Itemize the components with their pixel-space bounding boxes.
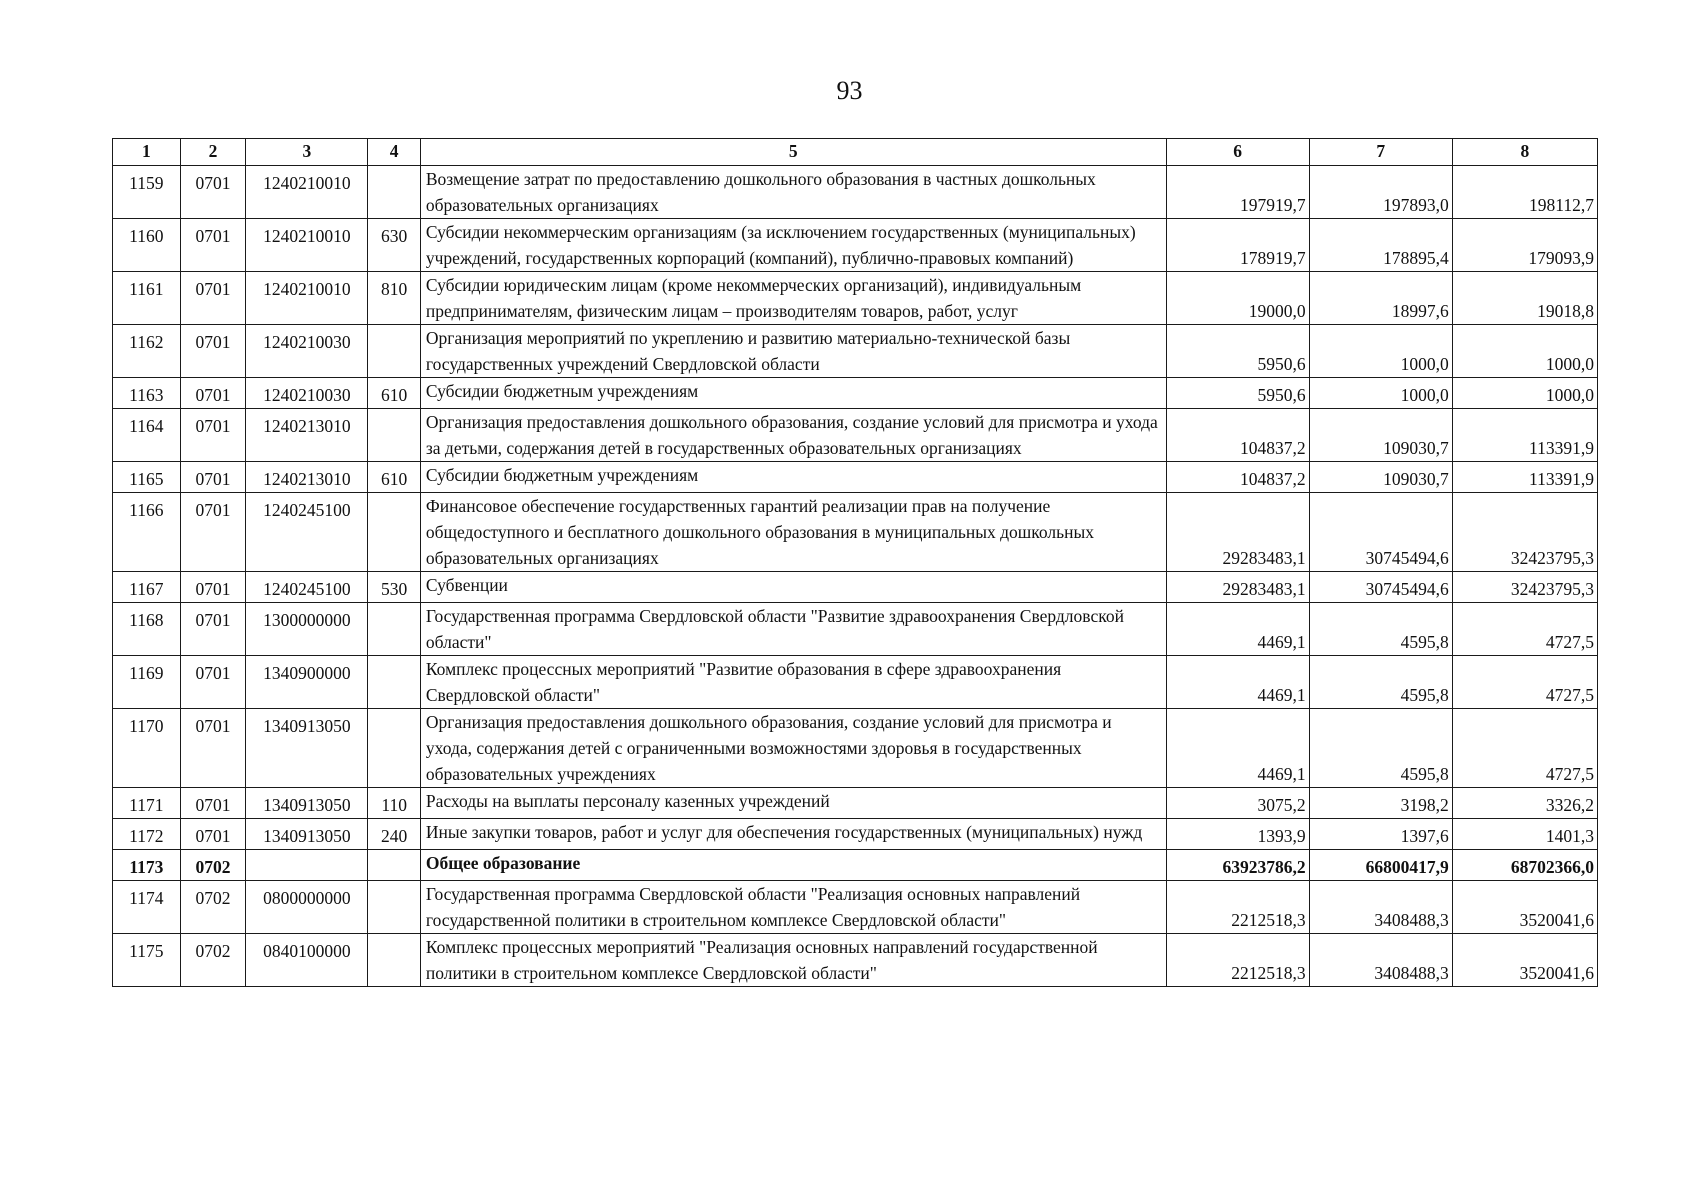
header-cell: 3 xyxy=(246,139,368,166)
section-code: 0701 xyxy=(180,378,246,409)
target-article-code: 1240213010 xyxy=(246,462,368,493)
amount-col-7: 30745494,6 xyxy=(1309,572,1452,603)
section-code: 0701 xyxy=(180,709,246,788)
target-article-code: 1240210010 xyxy=(246,219,368,272)
amount-col-7: 30745494,6 xyxy=(1309,493,1452,572)
target-article-code: 1240210030 xyxy=(246,378,368,409)
item-name: Иные закупки товаров, работ и услуг для обеспечения государственных (муниципальных) нужд xyxy=(420,819,1166,850)
row-number: 1166 xyxy=(113,493,181,572)
table-row xyxy=(113,219,1598,272)
target-article-code xyxy=(246,850,368,881)
amount-col-6: 63923786,2 xyxy=(1166,850,1309,881)
expense-type-code xyxy=(368,881,420,934)
table-row xyxy=(113,934,1598,987)
amount-col-8: 1401,3 xyxy=(1452,819,1597,850)
table-row xyxy=(113,881,1598,934)
section-code: 0702 xyxy=(180,934,246,987)
target-article-code: 1340900000 xyxy=(246,656,368,709)
table-body xyxy=(113,166,1598,987)
header-cell: 2 xyxy=(180,139,246,166)
amount-col-6: 104837,2 xyxy=(1166,409,1309,462)
item-name: Организация предоставления дошкольного образования, создание условий для присмотра и ухода за детьми, содержания детей в государственных образовательных организациях xyxy=(420,409,1166,462)
target-article-code: 0800000000 xyxy=(246,881,368,934)
amount-col-8: 32423795,3 xyxy=(1452,572,1597,603)
header-cell: 5 xyxy=(420,139,1166,166)
amount-col-7: 1397,6 xyxy=(1309,819,1452,850)
amount-col-8: 32423795,3 xyxy=(1452,493,1597,572)
table-row xyxy=(113,709,1598,788)
row-number: 1171 xyxy=(113,788,181,819)
amount-col-8: 19018,8 xyxy=(1452,272,1597,325)
row-number: 1160 xyxy=(113,219,181,272)
expense-type-code xyxy=(368,603,420,656)
table-row xyxy=(113,272,1598,325)
amount-col-8: 3520041,6 xyxy=(1452,934,1597,987)
section-code: 0701 xyxy=(180,462,246,493)
row-number: 1168 xyxy=(113,603,181,656)
expense-type-code xyxy=(368,409,420,462)
row-number: 1164 xyxy=(113,409,181,462)
row-number: 1174 xyxy=(113,881,181,934)
page-number: 93 xyxy=(836,76,863,105)
expense-type-code xyxy=(368,934,420,987)
expense-type-code: 810 xyxy=(368,272,420,325)
header-cell: 4 xyxy=(368,139,420,166)
table-row xyxy=(113,656,1598,709)
table-row xyxy=(113,819,1598,850)
section-code: 0701 xyxy=(180,325,246,378)
target-article-code: 1240210010 xyxy=(246,166,368,219)
amount-col-6: 197919,7 xyxy=(1166,166,1309,219)
amount-col-8: 68702366,0 xyxy=(1452,850,1597,881)
expense-type-code: 610 xyxy=(368,462,420,493)
section-code: 0701 xyxy=(180,819,246,850)
table-row xyxy=(113,850,1598,881)
expense-type-code xyxy=(368,493,420,572)
item-name: Субсидии некоммерческим организациям (за исключением государственных (муниципальных) учреждений, государственных корпораций (компаний), публично-правовых компаний) xyxy=(420,219,1166,272)
amount-col-7: 66800417,9 xyxy=(1309,850,1452,881)
amount-col-7: 109030,7 xyxy=(1309,409,1452,462)
amount-col-6: 4469,1 xyxy=(1166,603,1309,656)
amount-col-8: 1000,0 xyxy=(1452,325,1597,378)
row-number: 1169 xyxy=(113,656,181,709)
amount-col-6: 5950,6 xyxy=(1166,325,1309,378)
row-number: 1165 xyxy=(113,462,181,493)
table-row xyxy=(113,572,1598,603)
amount-col-6: 3075,2 xyxy=(1166,788,1309,819)
amount-col-7: 4595,8 xyxy=(1309,603,1452,656)
target-article-code: 1240210030 xyxy=(246,325,368,378)
row-number: 1162 xyxy=(113,325,181,378)
header-cell: 1 xyxy=(113,139,181,166)
amount-col-8: 4727,5 xyxy=(1452,656,1597,709)
amount-col-7: 4595,8 xyxy=(1309,709,1452,788)
table-row xyxy=(113,166,1598,219)
expense-type-code: 610 xyxy=(368,378,420,409)
table-row xyxy=(113,462,1598,493)
item-name: Расходы на выплаты персоналу казенных учреждений xyxy=(420,788,1166,819)
expense-type-code: 240 xyxy=(368,819,420,850)
section-code: 0702 xyxy=(180,881,246,934)
item-name: Субвенции xyxy=(420,572,1166,603)
row-number: 1175 xyxy=(113,934,181,987)
section-code: 0701 xyxy=(180,788,246,819)
row-number: 1167 xyxy=(113,572,181,603)
target-article-code: 1340913050 xyxy=(246,819,368,850)
budget-table xyxy=(112,138,1598,987)
section-code: 0701 xyxy=(180,166,246,219)
amount-col-7: 18997,6 xyxy=(1309,272,1452,325)
amount-col-8: 4727,5 xyxy=(1452,709,1597,788)
item-name: Комплекс процессных мероприятий "Развитие образования в сфере здравоохранения Свердловской области" xyxy=(420,656,1166,709)
expense-type-code xyxy=(368,325,420,378)
header-cell: 7 xyxy=(1309,139,1452,166)
amount-col-8: 1000,0 xyxy=(1452,378,1597,409)
expense-type-code xyxy=(368,709,420,788)
item-name: Организация предоставления дошкольного образования, создание условий для присмотра и ухода, содержания детей с ограниченными возможностями здоровья в государственных образовательных учреждениях xyxy=(420,709,1166,788)
section-code: 0701 xyxy=(180,219,246,272)
expense-type-code xyxy=(368,850,420,881)
row-number: 1161 xyxy=(113,272,181,325)
amount-col-8: 3520041,6 xyxy=(1452,881,1597,934)
expense-type-code xyxy=(368,656,420,709)
item-name: Субсидии бюджетным учреждениям xyxy=(420,462,1166,493)
amount-col-7: 3408488,3 xyxy=(1309,934,1452,987)
target-article-code: 1240245100 xyxy=(246,572,368,603)
item-name: Общее образование xyxy=(420,850,1166,881)
amount-col-7: 4595,8 xyxy=(1309,656,1452,709)
target-article-code: 1240210010 xyxy=(246,272,368,325)
row-number: 1163 xyxy=(113,378,181,409)
target-article-code: 1300000000 xyxy=(246,603,368,656)
amount-col-8: 3326,2 xyxy=(1452,788,1597,819)
row-number: 1173 xyxy=(113,850,181,881)
amount-col-6: 2212518,3 xyxy=(1166,881,1309,934)
amount-col-8: 179093,9 xyxy=(1452,219,1597,272)
target-article-code: 0840100000 xyxy=(246,934,368,987)
amount-col-8: 113391,9 xyxy=(1452,462,1597,493)
item-name: Финансовое обеспечение государственных гарантий реализации прав на получение общедоступного и бесплатного дошкольного образования в муниципальных дошкольных образовательных организациях xyxy=(420,493,1166,572)
amount-col-7: 3408488,3 xyxy=(1309,881,1452,934)
table-row xyxy=(113,603,1598,656)
section-code: 0701 xyxy=(180,603,246,656)
amount-col-6: 19000,0 xyxy=(1166,272,1309,325)
item-name: Субсидии бюджетным учреждениям xyxy=(420,378,1166,409)
row-number: 1159 xyxy=(113,166,181,219)
header-cell: 8 xyxy=(1452,139,1597,166)
section-code: 0701 xyxy=(180,493,246,572)
section-code: 0701 xyxy=(180,572,246,603)
target-article-code: 1240245100 xyxy=(246,493,368,572)
item-name: Субсидии юридическим лицам (кроме некоммерческих организаций), индивидуальным предпринимателям, физическим лицам – производителям товаров, работ, услуг xyxy=(420,272,1166,325)
target-article-code: 1240213010 xyxy=(246,409,368,462)
header-row xyxy=(113,139,1598,166)
item-name: Возмещение затрат по предоставлению дошкольного образования в частных дошкольных образовательных организациях xyxy=(420,166,1166,219)
item-name: Организация мероприятий по укреплению и развитию материально-технической базы государственных учреждений Свердловской области xyxy=(420,325,1166,378)
item-name: Комплекс процессных мероприятий "Реализация основных направлений государственной политики в строительном комплексе Свердловской области" xyxy=(420,934,1166,987)
section-code: 0702 xyxy=(180,850,246,881)
section-code: 0701 xyxy=(180,272,246,325)
amount-col-7: 197893,0 xyxy=(1309,166,1452,219)
amount-col-8: 198112,7 xyxy=(1452,166,1597,219)
amount-col-6: 29283483,1 xyxy=(1166,572,1309,603)
amount-col-7: 109030,7 xyxy=(1309,462,1452,493)
amount-col-6: 178919,7 xyxy=(1166,219,1309,272)
expense-type-code xyxy=(368,166,420,219)
amount-col-7: 1000,0 xyxy=(1309,325,1452,378)
item-name: Государственная программа Свердловской области "Развитие здравоохранения Свердловской области" xyxy=(420,603,1166,656)
table-row xyxy=(113,788,1598,819)
amount-col-6: 1393,9 xyxy=(1166,819,1309,850)
amount-col-6: 29283483,1 xyxy=(1166,493,1309,572)
table-row xyxy=(113,325,1598,378)
row-number: 1172 xyxy=(113,819,181,850)
section-code: 0701 xyxy=(180,409,246,462)
table-row xyxy=(113,493,1598,572)
row-number: 1170 xyxy=(113,709,181,788)
table-row xyxy=(113,378,1598,409)
amount-col-7: 178895,4 xyxy=(1309,219,1452,272)
amount-col-6: 4469,1 xyxy=(1166,656,1309,709)
target-article-code: 1340913050 xyxy=(246,709,368,788)
amount-col-8: 4727,5 xyxy=(1452,603,1597,656)
amount-col-8: 113391,9 xyxy=(1452,409,1597,462)
table-row xyxy=(113,409,1598,462)
header-cell: 6 xyxy=(1166,139,1309,166)
target-article-code: 1340913050 xyxy=(246,788,368,819)
item-name: Государственная программа Свердловской области "Реализация основных направлений государственной политики в строительном комплексе Свердловской области" xyxy=(420,881,1166,934)
expense-type-code: 630 xyxy=(368,219,420,272)
section-code: 0701 xyxy=(180,656,246,709)
amount-col-6: 104837,2 xyxy=(1166,462,1309,493)
amount-col-7: 3198,2 xyxy=(1309,788,1452,819)
amount-col-6: 5950,6 xyxy=(1166,378,1309,409)
amount-col-6: 2212518,3 xyxy=(1166,934,1309,987)
amount-col-7: 1000,0 xyxy=(1309,378,1452,409)
expense-type-code: 110 xyxy=(368,788,420,819)
expense-type-code: 530 xyxy=(368,572,420,603)
amount-col-6: 4469,1 xyxy=(1166,709,1309,788)
